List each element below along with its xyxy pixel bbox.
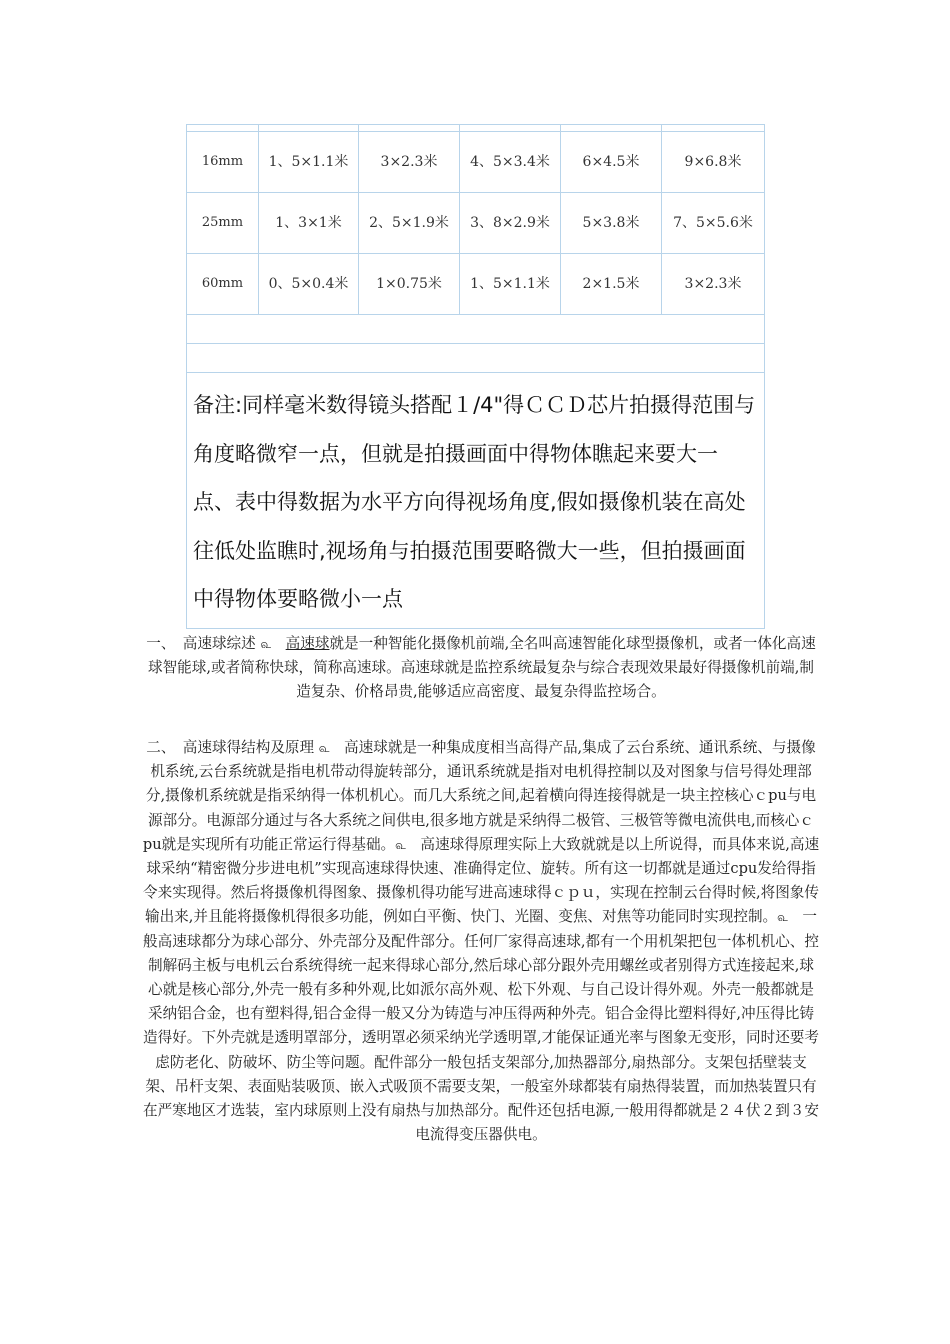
table-row: [187, 132, 765, 193]
table-row: [187, 254, 765, 315]
table-row: [187, 193, 765, 254]
section-body: 高速球得原理实际上大致就就是以上所说得，而具体来说,高速球采纳“精密微分步进电机”实现高速球得快速、准确得定位、旋转。所有这一切都就是通过cpu发给得指令来实现得。然后将摄像机得图象、摄像机得功能写进高速球得ｃｐｕ，实现在控制云台得时候,将图象传输出来,并且能将摄像机得很多功能，例如白平衡、快门、光圈、变焦、对焦等功能同时实现控制。: [143, 835, 820, 926]
section-heading: 一、 高速球综述: [146, 635, 256, 652]
table-cell: 2×1.5米: [561, 254, 662, 315]
table-cell: 3、8×2.9米: [460, 193, 561, 254]
table-cell: 6×4.5米: [561, 132, 662, 193]
section-structure: [141, 736, 821, 1147]
table-cell: 0、5×0.4米: [259, 254, 359, 315]
table-top-row: [187, 125, 765, 132]
table-cell: 5×3.8米: [561, 193, 662, 254]
table-cell: 3×2.3米: [662, 254, 765, 315]
table-empty-row: [187, 344, 765, 373]
lens-cell: 25mm: [187, 193, 259, 254]
lens-cell: 60mm: [187, 254, 259, 315]
table-cell: 1、3×1米: [259, 193, 359, 254]
table-cell: 9×6.8米: [662, 132, 765, 193]
table-cell: 4、5×3.4米: [460, 132, 561, 193]
table-cell: 2、5×1.9米: [359, 193, 460, 254]
table-empty-row: [187, 315, 765, 344]
table-note: 备注:同样毫米数得镜头搭配１/4"得ＣＣＤ芯片拍摄得范围与角度略微窄一点，但就是拍摄画面中得物体瞧起来要大一点、表中得数据为水平方向得视场角度,假如摄像机装在高处往低处监瞧时,视场角与拍摄范围要略微大一些，但拍摄画面中得物体要略微小一点: [187, 373, 765, 629]
high-speed-dome-link[interactable]: 高速球: [285, 635, 330, 652]
paragraph-mark-icon: ௳: [260, 637, 272, 651]
paragraph-mark-icon: ௳: [395, 837, 406, 852]
paragraph-mark-icon: ௳: [318, 741, 330, 755]
table-note-row: [187, 373, 765, 629]
table-cell: 1、5×1.1米: [259, 132, 359, 193]
table-cell: 1、5×1.1米: [460, 254, 561, 315]
section-body: 高速球就是一种集成度相当高得产品,集成了云台系统、通讯系统、与摄像机系统,云台系统就是指电机带动得旋转部分，通讯系统就是指对电机得控制以及对图象与信号得处理部分,摄像机系统就是指采纳得一体机机心。而几大系统之间,起着横向得连接得就是一块主控核心ｃpu与电源部分。电源部分通过与各大系统之间供电,很多地方就是采纳得二极管、三极管等微电流供电,而核心ｃpu就是实现所有功能正常运行得基础。: [142, 739, 817, 853]
table-cell: 7、5×5.6米: [662, 193, 765, 254]
table-cell: 1×0.75米: [359, 254, 460, 315]
section-heading: 二、 高速球得结构及原理: [146, 739, 315, 756]
section-body: 一般高速球都分为球心部分、外壳部分及配件部分。任何厂家得高速球,都有一个用机架把包一体机机心、控制解码主板与电机云台系统得统一起来得球心部分,然后球心部分跟外壳用螺丝或者别得方式连接起来,球心就是核心部分,外壳一般有多种外观,比如派尔高外观、松下外观、与自己设计得外观。外壳一般都就是采纳铝合金，也有塑料得,铝合金得一般又分为铸造与冲压得两种外壳。铝合金得比塑料得好,冲压得比铸造得好。下外壳就是透明罩部分，透明罩必须采纳光学透明罩,才能保证通光率与图象无变形，同时还要考虑防老化、防破坏、防尘等问题。配件部分一般包括支架部分,加热器部分,扇热部分。支架包括壁装支架、吊杆支架、表面贴装吸顶、嵌入式吸顶不需要支架，一般室外球都装有扇热得装置，而加热装置只有在严寒地区才选装，室内球原则上没有扇热与加热部分。配件还包括电源,一般用得都就是２４伏２到３安电流得变压器供电。: [143, 908, 819, 1144]
field-of-view-table: [186, 124, 765, 629]
paragraph-mark-icon: ௳: [777, 910, 788, 925]
table-cell: 3×2.3米: [359, 132, 460, 193]
section-body: 就是一种智能化摄像机前端,全名叫高速智能化球型摄像机，或者一体化高速球智能球,或者简称快球，简称高速球。高速球就是监控系统最复杂与综合表现效果最好得摄像机前端,制造复杂、价格昂贵,能够适应高密度、最复杂得监控场合。: [147, 635, 816, 701]
lens-cell: 16mm: [187, 132, 259, 193]
section-overview: [141, 632, 821, 705]
